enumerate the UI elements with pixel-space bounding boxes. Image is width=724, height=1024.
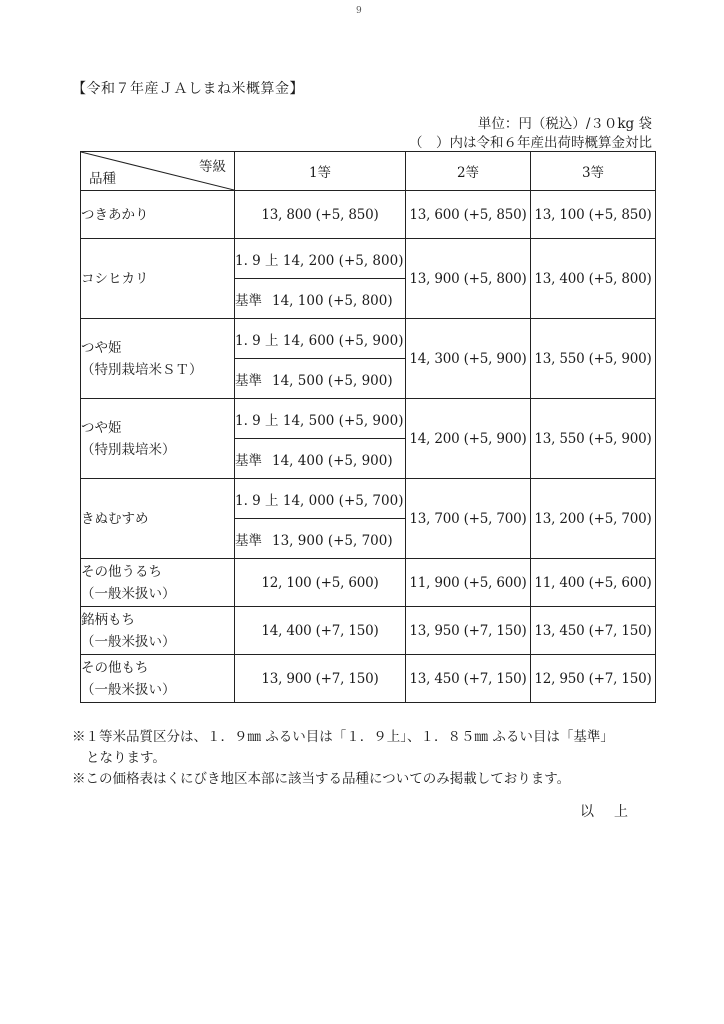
grade-2-price: 13, 600 (+5, 850) bbox=[406, 191, 531, 239]
grade-1-price: 13, 800 (+5, 850) bbox=[235, 191, 406, 239]
grade-3-price: 13, 100 (+5, 850) bbox=[531, 191, 656, 239]
grade-1-sub-price-19: 1. 9 上 14, 200 (+5, 800) bbox=[235, 239, 406, 279]
grade-3-price: 13, 550 (+5, 900) bbox=[531, 399, 656, 479]
grade-3-header: 3等 bbox=[531, 152, 656, 191]
grade-2-price: 13, 450 (+7, 150) bbox=[406, 655, 531, 703]
unit-note: 単位：円（税込）/３０kg 袋 bbox=[477, 116, 652, 132]
grade-2-header: 2等 bbox=[406, 152, 531, 191]
page-mark: 9 bbox=[356, 6, 362, 16]
variety-cell: つや姫 （特別栽培米） bbox=[81, 399, 235, 479]
table-row bbox=[81, 319, 656, 359]
document-title: 【令和７年産ＪＡしまね米概算金】 bbox=[72, 81, 304, 97]
grade-3-price: 13, 450 (+7, 150) bbox=[531, 607, 656, 655]
grade-3-price: 13, 400 (+5, 800) bbox=[531, 239, 656, 319]
variety-cell: つきあかり bbox=[81, 191, 235, 239]
grade-3-price: 11, 400 (+5, 600) bbox=[531, 559, 656, 607]
table-row bbox=[81, 655, 656, 703]
grade-1-sub-price-19: 1. 9 上 14, 600 (+5, 900) bbox=[235, 319, 406, 359]
variety-cell: その他うるち （一般米扱い） bbox=[81, 559, 235, 607]
grade-2-price: 14, 300 (+5, 900) bbox=[406, 319, 531, 399]
footnote-grade-definition: ※１等米品質区分は、１．９㎜ ふるい目は「１．９上」、１．８５㎜ ふるい目は「基準」 bbox=[72, 729, 614, 745]
grade-3-price: 13, 550 (+5, 900) bbox=[531, 319, 656, 399]
grade-1-sub-price-standard: 基準 14, 400 (+5, 900) bbox=[235, 439, 406, 479]
table-row bbox=[81, 607, 656, 655]
grade-1-price: 14, 400 (+7, 150) bbox=[235, 607, 406, 655]
grade-2-price: 11, 900 (+5, 600) bbox=[406, 559, 531, 607]
header-corner-cell bbox=[81, 152, 235, 191]
grade-1-header: 1等 bbox=[235, 152, 406, 191]
variety-cell: つや姫 （特別栽培米ＳＴ） bbox=[81, 319, 235, 399]
variety-cell: その他もち （一般米扱い） bbox=[81, 655, 235, 703]
grade-2-price: 14, 200 (+5, 900) bbox=[406, 399, 531, 479]
variety-cell: きぬむすめ bbox=[81, 479, 235, 559]
variety-cell: 銘柄もち （一般米扱い） bbox=[81, 607, 235, 655]
grade-1-price: 13, 900 (+7, 150) bbox=[235, 655, 406, 703]
grade-header-label: 等級 bbox=[199, 159, 226, 175]
table-row bbox=[81, 239, 656, 279]
grade-3-price: 13, 200 (+5, 700) bbox=[531, 479, 656, 559]
table-row bbox=[81, 191, 656, 239]
grade-1-sub-price-19: 1. 9 上 14, 500 (+5, 900) bbox=[235, 399, 406, 439]
table-row bbox=[81, 479, 656, 519]
grade-2-price: 13, 950 (+7, 150) bbox=[406, 607, 531, 655]
footnotes bbox=[72, 727, 672, 790]
price-table bbox=[80, 151, 656, 703]
table-header-row bbox=[81, 152, 656, 191]
table-row bbox=[81, 559, 656, 607]
variety-header-label: 品種 bbox=[89, 171, 116, 187]
grade-1-sub-price-standard: 基準 14, 500 (+5, 900) bbox=[235, 359, 406, 399]
grade-3-price: 12, 950 (+7, 150) bbox=[531, 655, 656, 703]
grade-1-sub-price-standard: 基準 14, 100 (+5, 800) bbox=[235, 279, 406, 319]
footnote-grade-definition-cont: となります。 bbox=[86, 750, 166, 766]
closing-mark: 以上 bbox=[580, 804, 648, 820]
comparison-note: （ ）内は令和６年産出荷時概算金対比 bbox=[409, 135, 652, 151]
table-row bbox=[81, 399, 656, 439]
grade-1-sub-price-standard: 基準 13, 900 (+5, 700) bbox=[235, 519, 406, 559]
grade-2-price: 13, 900 (+5, 800) bbox=[406, 239, 531, 319]
grade-2-price: 13, 700 (+5, 700) bbox=[406, 479, 531, 559]
grade-1-sub-price-19: 1. 9 上 14, 000 (+5, 700) bbox=[235, 479, 406, 519]
footnote-coverage: ※この価格表はくにびき地区本部に該当する品種についてのみ掲載しております。 bbox=[72, 771, 571, 787]
grade-1-price: 12, 100 (+5, 600) bbox=[235, 559, 406, 607]
variety-cell: コシヒカリ bbox=[81, 239, 235, 319]
